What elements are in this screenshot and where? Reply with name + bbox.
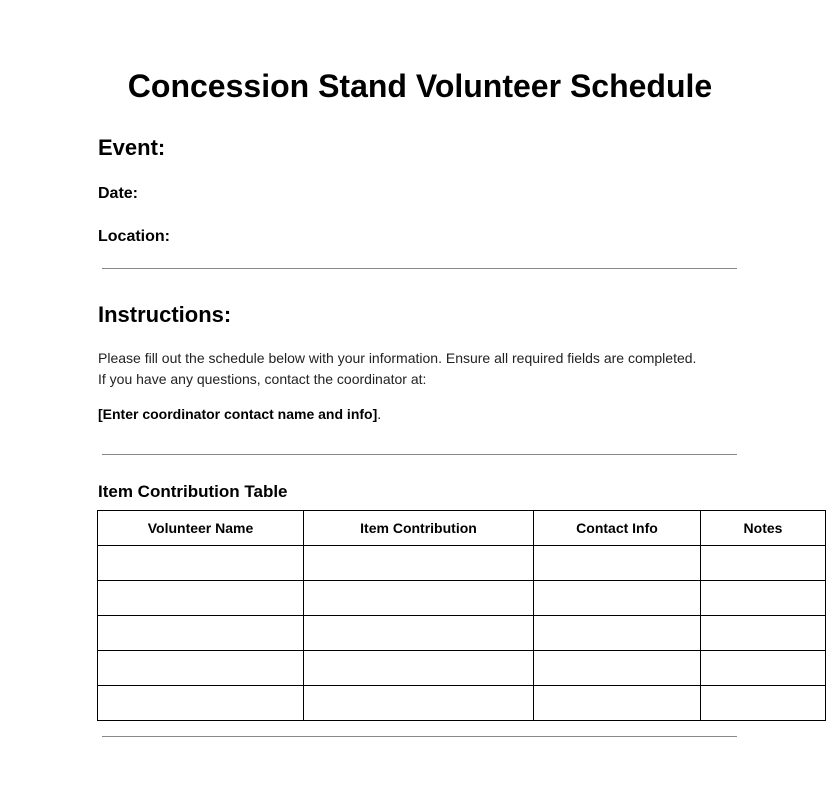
cell-item-contribution[interactable]	[304, 616, 534, 651]
table-heading: Item Contribution Table	[98, 482, 288, 501]
cell-contact-info[interactable]	[534, 651, 701, 686]
cell-contact-info[interactable]	[534, 686, 701, 721]
instructions-heading: Instructions:	[98, 302, 232, 327]
divider	[102, 268, 737, 269]
cell-volunteer-name[interactable]	[98, 686, 304, 721]
date-label: Date:	[98, 185, 139, 202]
table-header-row	[98, 511, 826, 546]
cell-volunteer-name[interactable]	[98, 616, 304, 651]
instructions-text: Please fill out the schedule below with your information. Ensure all required fields are completed. If you have any questions, contact the coordinator at:	[98, 350, 697, 387]
column-header-notes: Notes	[701, 511, 826, 546]
cell-volunteer-name[interactable]	[98, 581, 304, 616]
column-header-contact-info: Contact Info	[534, 511, 701, 546]
cell-item-contribution[interactable]	[304, 581, 534, 616]
cell-item-contribution[interactable]	[304, 651, 534, 686]
cell-notes[interactable]	[701, 651, 826, 686]
cell-notes[interactable]	[701, 546, 826, 581]
location-label: Location:	[98, 228, 170, 245]
column-header-item-contribution: Item Contribution	[304, 511, 534, 546]
cell-notes[interactable]	[701, 686, 826, 721]
cell-contact-info[interactable]	[534, 581, 701, 616]
column-header-volunteer-name: Volunteer Name	[98, 511, 304, 546]
cell-notes[interactable]	[701, 616, 826, 651]
cell-item-contribution[interactable]	[304, 546, 534, 581]
item-contribution-table	[97, 510, 826, 721]
event-label: Event:	[98, 135, 166, 160]
divider	[102, 454, 737, 455]
divider	[102, 736, 737, 737]
coordinator-contact	[98, 406, 381, 422]
cell-volunteer-name[interactable]	[98, 546, 304, 581]
coordinator-contact-placeholder: [Enter coordinator contact name and info]	[98, 406, 378, 422]
table-row	[98, 651, 826, 686]
page-title: Concession Stand Volunteer Schedule	[127, 68, 713, 104]
cell-notes[interactable]	[701, 581, 826, 616]
table-row	[98, 546, 826, 581]
contact-suffix: .	[377, 406, 382, 422]
table-row	[98, 686, 826, 721]
cell-contact-info[interactable]	[534, 546, 701, 581]
cell-volunteer-name[interactable]	[98, 651, 304, 686]
cell-contact-info[interactable]	[534, 616, 701, 651]
cell-item-contribution[interactable]	[304, 686, 534, 721]
table-row	[98, 616, 826, 651]
table-row	[98, 581, 826, 616]
